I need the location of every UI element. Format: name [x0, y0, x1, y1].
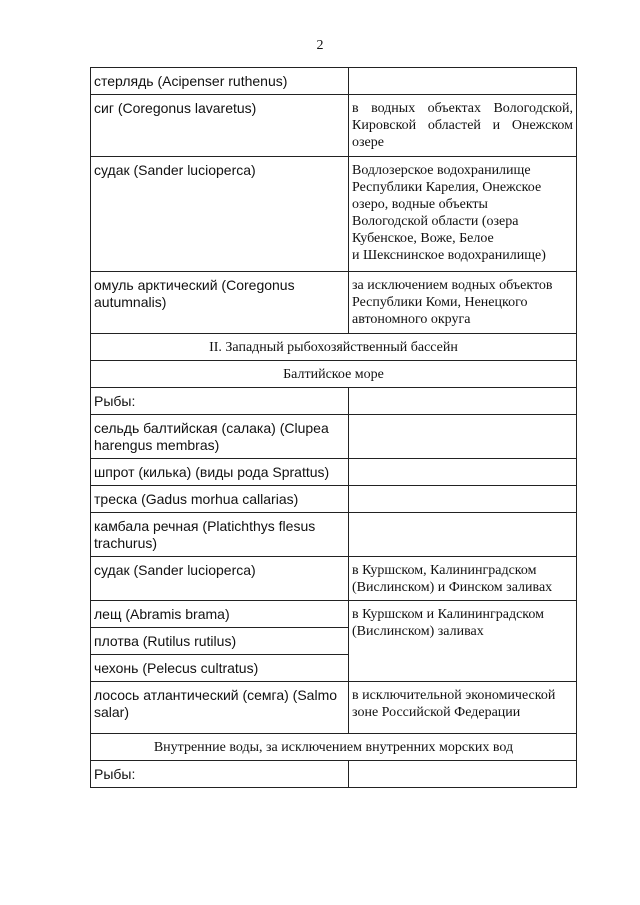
page-number: 2 — [316, 38, 324, 53]
species-cell: плотва (Rutilus rutilus) — [91, 628, 349, 655]
area-line: озеро, водные объекты — [352, 197, 488, 212]
area-line: Республики Коми, Ненецкого — [352, 295, 528, 310]
area-cell — [349, 459, 577, 486]
species-cell: лосось атлантический (семга) (Salmo salar) — [91, 682, 349, 734]
fish-group-label: Рыбы: — [91, 388, 349, 415]
area-line: Вологодской области (озера — [352, 214, 519, 229]
area-cell — [349, 272, 577, 334]
species-cell: камбала речная (Platichthys flesus trachurus) — [91, 513, 349, 557]
table-row — [91, 95, 577, 157]
table-row — [91, 459, 577, 486]
area-line: в исключительной экономической — [352, 688, 556, 703]
table-row — [91, 415, 577, 459]
area-cell — [349, 486, 577, 513]
table-row — [91, 486, 577, 513]
area-line: (Вислинском) и Финском заливах — [352, 580, 553, 595]
table-row — [91, 761, 577, 788]
species-cell: судак (Sander lucioperca) — [91, 557, 349, 601]
species-cell: чехонь (Pelecus cultratus) — [91, 655, 349, 682]
area-cell — [349, 682, 577, 734]
species-cell: шпрот (килька) (виды рода Sprattus) — [91, 459, 349, 486]
area-line: автономного округа — [352, 312, 471, 327]
section-row — [91, 361, 577, 388]
table-row — [91, 513, 577, 557]
table-row — [91, 272, 577, 334]
area-line: Водлозерское водохранилище — [352, 163, 531, 178]
area-cell — [349, 557, 577, 601]
table-row — [91, 601, 577, 628]
table-row — [91, 557, 577, 601]
area-line: и Шекснинское водохранилище) — [352, 248, 546, 263]
fish-group-label: Рыбы: — [91, 761, 349, 788]
species-cell: сельдь балтийская (салака) (Clupea harengus membras) — [91, 415, 349, 459]
area-cell — [349, 513, 577, 557]
species-cell: омуль арктический (Coregonus autumnalis) — [91, 272, 349, 334]
area-line: Республики Карелия, Онежское — [352, 180, 542, 195]
species-cell: стерлядь (Acipenser ruthenus) — [91, 68, 349, 95]
area-line: (Вислинском) заливах — [352, 624, 484, 639]
species-cell: треска (Gadus morhua callarias) — [91, 486, 349, 513]
table-row — [91, 68, 577, 95]
area-cell — [349, 388, 577, 415]
area-cell-merged — [349, 601, 577, 682]
area-line: за исключением водных объектов — [352, 278, 553, 293]
area-line: в Куршском и Калининградском — [352, 607, 544, 622]
area-line: зоне Российской Федерации — [352, 705, 521, 720]
section-heading-inland: Внутренние воды, за исключением внутренних морских вод — [91, 734, 577, 761]
area-line: Кубенское, Воже, Белое — [352, 231, 494, 246]
area-cell — [349, 68, 577, 95]
species-cell: судак (Sander lucioperca) — [91, 157, 349, 272]
table-row — [91, 682, 577, 734]
table-row — [91, 388, 577, 415]
section-heading-west: II. Западный рыбохозяйственный бассейн — [91, 334, 577, 361]
section-row — [91, 334, 577, 361]
area-cell — [349, 157, 577, 272]
area-cell — [349, 761, 577, 788]
area-cell — [349, 415, 577, 459]
species-table — [90, 67, 577, 788]
species-cell: сиг (Coregonus lavaretus) — [91, 95, 349, 157]
area-cell: в водных объектах Вологодской, Кировской областей и Онежском озере — [349, 95, 577, 157]
species-cell: лещ (Abramis brama) — [91, 601, 349, 628]
section-heading-baltic: Балтийское море — [91, 361, 577, 388]
table-row — [91, 157, 577, 272]
section-row — [91, 734, 577, 761]
area-line: в Куршском, Калининградском — [352, 563, 537, 578]
